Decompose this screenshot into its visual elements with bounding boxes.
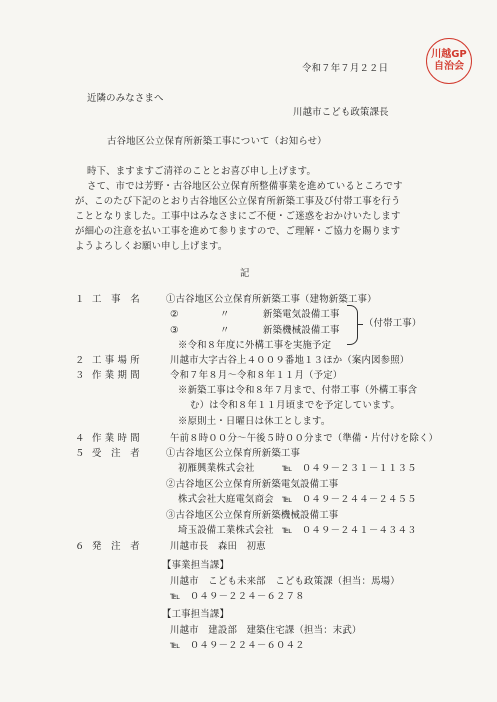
work-period: 令和７年８月～令和８年１１月（予定） (170, 370, 343, 381)
item-label: 受 注 者 (92, 448, 140, 459)
document-title: 古谷地区公立保育所新築工事について（お知らせ） (107, 136, 327, 147)
stamp-line-1: 川越GP (431, 49, 467, 60)
orderer-name: 川越市長 森田 初恵 (170, 541, 266, 552)
work-name-2: 新築電気設備工事 (263, 309, 340, 320)
ditto-mark: 〃 (220, 325, 230, 336)
dept-phone: ℡ ０４９－２２４－６２７８ (170, 591, 305, 602)
item-number: １ (75, 294, 85, 305)
work-name-1: ①古谷地区公立保育所新築工事（建物新築工事） (166, 294, 377, 305)
ditto-mark: 〃 (220, 309, 230, 320)
dept-contact: 川越市 建設部 建築住宅課（担当：末武） (170, 625, 362, 636)
work-number-3: ③ (170, 325, 179, 336)
sender: 川越市こども政策課長 (293, 107, 389, 118)
item-number: ３ (75, 370, 85, 381)
item-label: 作 業 時 間 (92, 433, 140, 444)
stamp-line-2: 自治会 (434, 61, 464, 72)
body-line: 時下、ますますご清祥のこととお喜び申し上げます。 (87, 166, 317, 177)
item-label: 工 事 名 (92, 294, 140, 305)
body-line: が、このたび下記のとおり古谷地区公立保育所新築工事及び付帯工事を行う (75, 196, 401, 207)
contract-1: ①古谷地区公立保育所新築工事 (166, 448, 301, 459)
note-exterior-work: ※令和８年度に外構工事を実施予定 (178, 340, 332, 351)
item-number: ５ (75, 448, 85, 459)
body-line: さて、市では芳野・古谷地区公立保育所整備事業を進めているところです (87, 181, 403, 192)
work-number-2: ② (170, 309, 179, 320)
association-stamp (426, 38, 472, 84)
dept-contact: 川越市 こども未来部 こども政策課（担当：馬場） (170, 576, 400, 587)
work-name-3: 新築機械設備工事 (263, 325, 340, 336)
period-note: ※原則土・日曜日は休工とします。 (178, 416, 331, 427)
ki-heading: 記 (240, 268, 250, 279)
item-label: 発 注 者 (92, 541, 140, 552)
dept-phone: ℡ ０４９－２２４－６０４２ (170, 640, 305, 651)
item-number: ２ (75, 355, 85, 366)
work-hours: 午前８時００分～午後５時００分まで（準備・片付けを除く） (170, 433, 439, 444)
item-label: 工 事 場 所 (92, 355, 140, 366)
contractor-name: 初雁興業株式会社 (178, 463, 255, 474)
period-note: ※新築工事は令和８年７月まで、付帯工事（外構工事含 (178, 385, 418, 396)
item-number: ４ (75, 433, 85, 444)
contractor-phone: ℡ ０４９－２３１－１１３５ (282, 463, 417, 474)
body-line: こととなりました。工事中はみなさまにご不便・ご迷惑をおかけいたします (75, 211, 401, 222)
item-label: 作 業 期 間 (92, 370, 140, 381)
site-location: 川越市大字古谷上４００９番地１３ほか（案内図参照） (170, 355, 410, 366)
contractor-name: 株式会社大庭電気商会 (178, 494, 274, 505)
contractor-phone: ℡ ０４９－２４１－４３４３ (282, 525, 417, 536)
dept-heading: 【事業担当課】 (162, 560, 230, 571)
ancillary-work-label: （付帯工事） (364, 318, 422, 329)
dept-heading: 【工事担当課】 (162, 609, 230, 620)
recipient: 近隣のみなさまへ (87, 93, 164, 104)
contractor-phone: ℡ ０４９－２４４－２４５５ (282, 494, 417, 505)
contractor-name: 埼玉設備工業株式会社 (178, 525, 274, 536)
period-note: む）は令和８年１１月頃までを予定しています。 (190, 400, 400, 411)
body-line: ようよろしくお願い申し上げます。 (75, 241, 228, 252)
item-number: ６ (75, 541, 85, 552)
contract-2: ②古谷地区公立保育所新築電気設備工事 (166, 479, 339, 490)
body-line: が細心の注意を払い工事を進めて参りますので、ご理解・ご協力を賜ります (75, 226, 401, 237)
brace-mark (347, 305, 358, 345)
notice-date: 令和７年７月２２日 (302, 63, 389, 74)
contract-3: ③古谷地区公立保育所新築機械設備工事 (166, 510, 339, 521)
